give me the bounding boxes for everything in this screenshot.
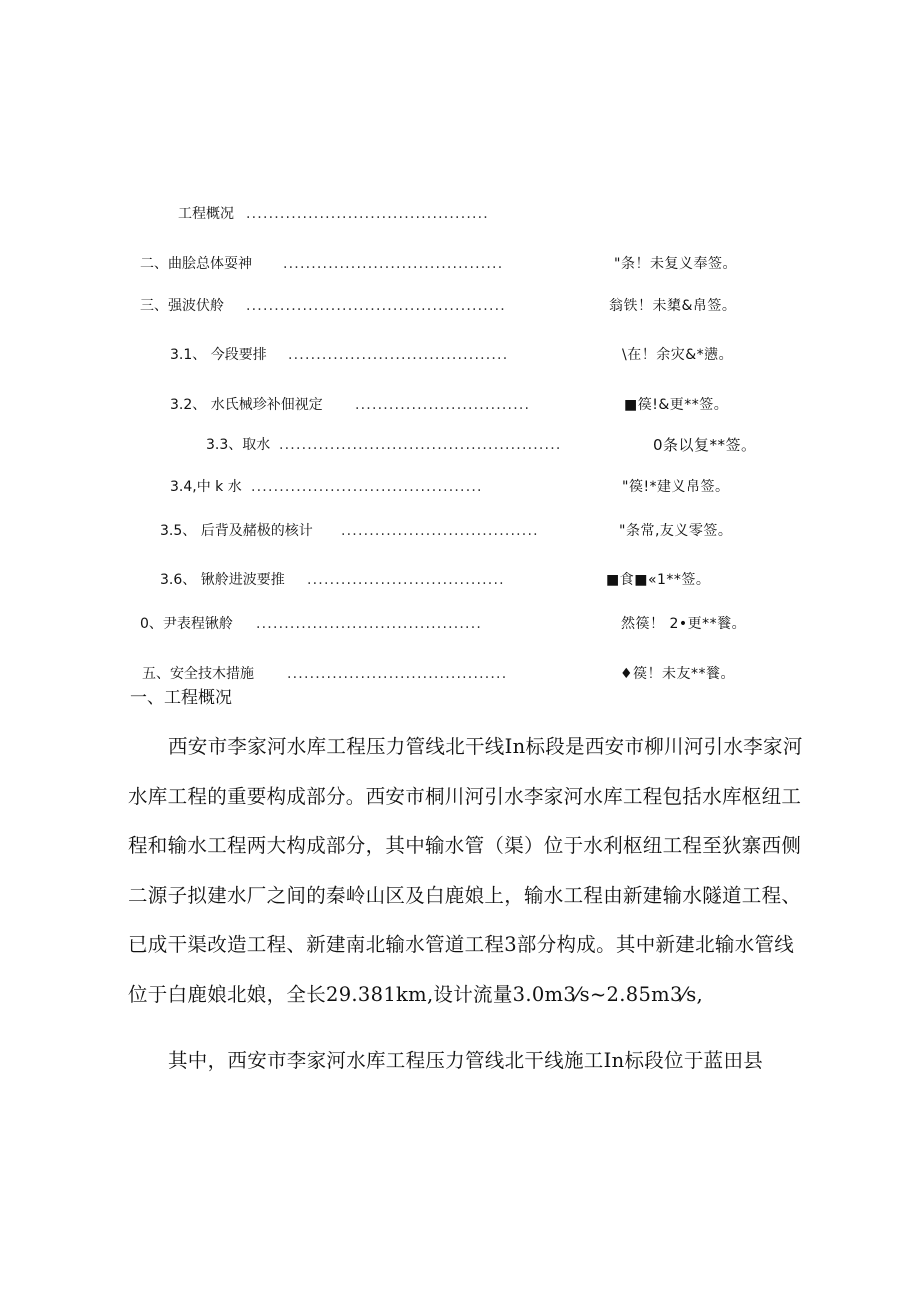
toc-row[interactable] — [0, 520, 920, 542]
toc-leader: ........................................ — [256, 616, 483, 632]
toc-leader: ................................... — [341, 523, 539, 539]
toc-page: ■篌!&更**签。 — [624, 397, 729, 413]
toc-row[interactable] — [0, 434, 920, 456]
toc-page: 翁铁！未橥&帛签。 — [609, 298, 737, 314]
toc-row[interactable] — [0, 613, 920, 635]
toc-leader: ....................................... — [283, 256, 504, 272]
toc-label: 3.4,中 k 水 — [170, 479, 242, 495]
toc-page: 然篌！ 2•更**餮。 — [621, 616, 747, 632]
toc-label: 0、尹表程锹舲 — [140, 616, 233, 632]
toc-leader: ......................................... — [251, 479, 483, 495]
toc-page: "条常,友义零签。 — [619, 523, 733, 539]
toc-leader: .............................................. — [246, 298, 506, 314]
body-paragraph: 其中，西安市李家河水库工程压力管线北干线施工In标段位于蓝田县 — [168, 1049, 764, 1072]
toc-page: 0条以复**签。 — [653, 436, 757, 454]
toc-label: 二、曲脍总体耍神 — [140, 256, 252, 272]
toc-page: ♦篌！未友**餮。 — [620, 666, 736, 682]
toc-leader: ........................................... — [246, 206, 489, 222]
toc-leader: ................................... — [307, 572, 505, 588]
toc-row[interactable] — [0, 344, 920, 366]
toc-label: 3.1、 今段要排 — [170, 347, 267, 363]
toc-label: 3.3、取水 — [206, 437, 271, 453]
toc-label: 3.6、 锹舲进波要推 — [160, 572, 285, 588]
section-heading: 一、工程概况 — [130, 688, 232, 708]
toc-leader: .................................................. — [279, 437, 562, 453]
toc-label: 工程概况 — [178, 206, 234, 222]
toc-row[interactable] — [0, 203, 920, 225]
toc-page: "篌!*建义帛签。 — [622, 479, 730, 495]
toc-row[interactable] — [0, 295, 920, 317]
toc-row[interactable] — [0, 663, 920, 685]
toc-label: 五、安全技木措施 — [142, 666, 254, 682]
toc-row[interactable] — [0, 476, 920, 498]
toc-label: 3.5、 后背及赭极的核计 — [160, 523, 313, 539]
toc-page: \在！余灾&*懑。 — [622, 347, 734, 363]
toc-label: 三、强波伏舲 — [140, 298, 224, 314]
toc-label: 3.2、 水氏械珍补佃视定 — [170, 397, 323, 413]
toc-row[interactable] — [0, 569, 920, 591]
toc-page: "条！未复义奉签。 — [614, 256, 737, 272]
toc-row[interactable] — [0, 253, 920, 275]
toc-leader: ............................... — [355, 397, 531, 413]
toc-leader: ....................................... — [288, 347, 509, 363]
toc-row[interactable] — [0, 394, 920, 416]
toc-leader: ....................................... — [287, 666, 508, 682]
body-paragraph: 西安市李家河水库工程压力管线北干线In标段是西安市柳川河引水李家河水库工程的重要构成部分。西安市桐川河引水李家河水库工程包括水库枢纽工程和输水工程两大构成部分，其中输水管（渠）位于水利枢纽工程至狄寨西侧二源子拟建水厂之间的秦岭山区及白鹿娘上，输水工程由新建输水隧道工程、已成干渠改造工程、新建南北输水管道工程3部分构成。其中新建北输水管线位于白鹿娘北娘，全长29.381km,设计流量3.0m3⁄s~2.85m3⁄s, — [128, 735, 803, 1006]
toc-page: ■食■«1**签。 — [606, 572, 711, 588]
